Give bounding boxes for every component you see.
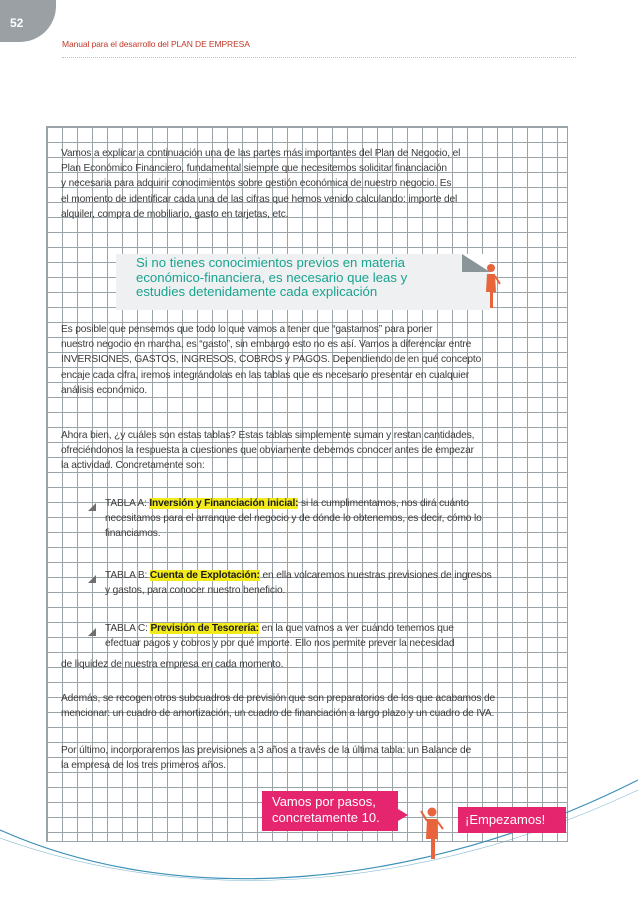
- header-divider: [62, 57, 576, 58]
- text-line: Es posible que pensemos que todo lo que vamos a tener que “gastarnos” para poner: [61, 324, 433, 335]
- speech-bubble-start-text: ¡Empezamos!: [465, 812, 546, 827]
- paragraph-concepts: [61, 322, 551, 398]
- text-line: Además, se recogen otros subcuadros de previsión que son preparatorios de los que acabamos de: [61, 693, 496, 704]
- bullet-arrow-icon: [88, 628, 96, 636]
- bullet-tail: [61, 657, 551, 672]
- bubble-line: Vamos por pasos,: [272, 794, 376, 809]
- text-line: la empresa de los tres primeros años.: [61, 760, 226, 772]
- text-line: mencionar: un cuadro de amortización, un cuadro de financiación a largo plazo y un cuadro de IVA.: [61, 708, 495, 720]
- speech-bubble-tail: [398, 809, 408, 821]
- bullet-tabla-b: [105, 568, 555, 598]
- paragraph-intro: [61, 146, 551, 222]
- bullet-tabla-c: [105, 621, 555, 651]
- bullet-rest: en la que vamos a ver cuándo tenemos que: [258, 623, 454, 634]
- bullet-prefix: TABLA C:: [105, 623, 151, 634]
- text-line: y gastos, para conocer nuestro beneficio.: [105, 585, 286, 597]
- callout-line: económico-financiera, es necesario que leas y: [136, 269, 408, 285]
- bullet-arrow-icon: [88, 575, 96, 583]
- text-line: de liquidez de nuestra empresa en cada momento.: [61, 659, 284, 670]
- text-line: Por último, incorporaremos las previsiones a 3 años a través de la última tabla: un Balance de: [61, 745, 472, 756]
- bullet-highlight: Previsión de Tesorería:: [150, 623, 259, 634]
- bullet-rest: si la cumplimentamos, nos dirá cuánto: [298, 498, 469, 509]
- text-line: necesitamos para el arranque del negocio y de dónde lo obtenemos, es decir, cómo lo: [105, 513, 482, 525]
- text-line: análisis económico.: [61, 384, 148, 396]
- paragraph-subcuadros: [61, 691, 551, 721]
- bubble-line: concretamente 10.: [272, 810, 380, 825]
- bullet-highlight: Cuenta de Explotación:: [149, 570, 260, 581]
- bullet-prefix: TABLA B:: [105, 570, 150, 581]
- text-line: efectuar pagos y cobros y por qué importe. Ello nos permite prever la necesidad: [105, 638, 455, 650]
- waving-figure-icon: [418, 805, 446, 861]
- standing-figure-icon: [480, 262, 502, 312]
- callout-line: Si no tienes conocimientos previos en materia: [136, 255, 406, 270]
- bullet-prefix: TABLA A:: [105, 498, 150, 509]
- text-line: ofreciéndonos la respuesta a cuestiones que obviamente debemos conocer antes de empezar: [61, 445, 474, 457]
- header-title: Manual para el desarrollo del PLAN DE EMPRESA: [62, 39, 250, 49]
- speech-bubble-steps-text: [272, 794, 380, 826]
- bullet-arrow-icon: [88, 503, 96, 511]
- text-line: Plan Económico Financiero, fundamental siempre que necesitemos solicitar financiación: [61, 163, 447, 175]
- callout-text: [136, 256, 407, 300]
- bullet-highlight: Inversión y Financiación inicial:: [149, 498, 299, 509]
- text-line: Vamos a explicar a continuación una de las partes más importantes del Plan de Negocio, el: [61, 148, 461, 159]
- text-line: Ahora bien, ¿y cuáles son estas tablas? Estas tablas simplemente suman y restan cantidades,: [61, 430, 475, 441]
- text-line: el momento de identificar cada una de las cifras que hemos venido calculando: importe del: [61, 193, 458, 205]
- grid-paper: [46, 126, 568, 842]
- text-line: nuestro negocio en marcha, es “gasto”, sin embargo esto no es así. Vamos a diferenciar entre: [61, 339, 472, 351]
- text-line: INVERSIONES, GASTOS, INGRESOS, COBROS y PAGOS. Dependiendo de en qué concepto: [61, 354, 482, 366]
- page-number: 52: [10, 16, 24, 30]
- text-line: encaje cada cifra, iremos integrándolas en las tablas que es necesario presentar en cualquier: [61, 369, 469, 381]
- text-line: alquiler, compra de mobiliario, gasto en tarjetas, etc.: [61, 208, 289, 220]
- text-line: la actividad. Concretamente son:: [61, 460, 205, 472]
- bullet-tabla-a: [105, 496, 555, 542]
- callout-line: estudies detenidamente cada explicación: [136, 284, 378, 300]
- text-line: financiamos.: [105, 528, 161, 540]
- text-line: y necesaria para adquirir conocimientos sobre gestión económica de nuestro negocio. Es: [61, 178, 452, 190]
- paragraph-tables: [61, 428, 551, 474]
- page-number-tab: [0, 0, 56, 42]
- bullet-rest: en ella volcaremos nuestras previsiones de ingresos: [259, 570, 492, 581]
